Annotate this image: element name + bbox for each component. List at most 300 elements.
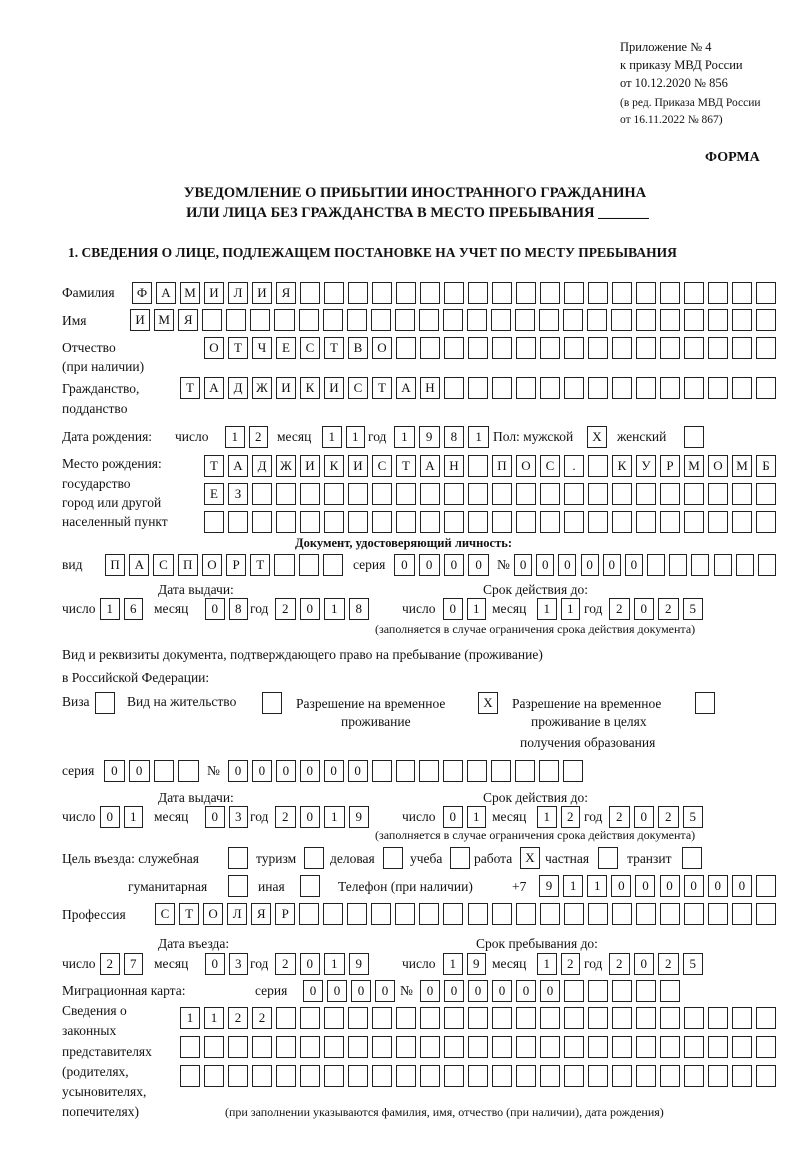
char-box[interactable]: И [204,282,224,304]
char-box[interactable]: 0 [205,598,225,620]
char-box[interactable]: 0 [228,760,248,782]
char-box[interactable] [684,282,704,304]
char-box[interactable] [372,1065,392,1087]
char-box[interactable] [468,377,488,399]
char-box[interactable]: И [252,282,272,304]
char-box[interactable] [492,1065,512,1087]
char-box[interactable]: 0 [375,980,395,1002]
char-box[interactable] [636,309,656,331]
char-box[interactable]: 0 [300,953,321,975]
char-box[interactable] [540,511,560,533]
char-box[interactable]: 0 [611,875,631,897]
char-box[interactable] [420,1036,440,1058]
char-box[interactable] [515,760,535,782]
char-box[interactable] [492,377,512,399]
char-box[interactable]: В [348,337,368,359]
char-box[interactable]: 8 [444,426,465,448]
char-box[interactable] [708,1036,728,1058]
char-box[interactable] [669,554,687,576]
char-box[interactable] [516,1065,536,1087]
char-box[interactable] [372,1007,392,1029]
char-box[interactable] [420,282,440,304]
char-box[interactable]: . [564,455,584,477]
char-box[interactable] [262,692,282,714]
char-box[interactable]: 0 [324,760,344,782]
char-box[interactable] [491,760,511,782]
char-box[interactable] [154,760,175,782]
char-box[interactable] [515,309,535,331]
char-box[interactable] [758,554,776,576]
char-box[interactable] [684,377,704,399]
char-box[interactable] [468,483,488,505]
char-box[interactable] [636,1036,656,1058]
char-box[interactable] [443,903,463,925]
char-box[interactable] [348,1065,368,1087]
char-box[interactable]: 2 [275,598,296,620]
char-box[interactable]: 9 [349,953,370,975]
char-box[interactable]: П [492,455,512,477]
char-box[interactable] [492,903,512,925]
char-box[interactable] [444,1065,464,1087]
char-box[interactable] [468,282,488,304]
char-box[interactable] [708,377,728,399]
char-box[interactable]: Т [324,337,344,359]
char-box[interactable] [660,309,680,331]
char-box[interactable] [420,483,440,505]
char-box[interactable]: И [130,309,150,331]
char-box[interactable] [588,511,608,533]
char-box[interactable]: 0 [300,598,321,620]
char-box[interactable] [588,483,608,505]
char-box[interactable] [372,483,392,505]
char-box[interactable]: 0 [444,980,464,1002]
char-box[interactable]: С [153,554,173,576]
char-box[interactable]: 0 [419,554,440,576]
char-box[interactable]: Д [252,455,272,477]
char-box[interactable] [228,1036,248,1058]
char-box[interactable]: С [155,903,175,925]
char-box[interactable] [588,980,608,1002]
char-box[interactable] [636,1007,656,1029]
char-box[interactable] [228,1065,248,1087]
char-box[interactable] [348,483,368,505]
char-box[interactable]: К [324,455,344,477]
char-box[interactable]: 2 [252,1007,272,1029]
char-box[interactable]: С [540,455,560,477]
char-box[interactable]: М [732,455,752,477]
char-box[interactable]: 0 [634,598,655,620]
char-box[interactable] [450,847,470,869]
char-box[interactable]: Н [444,455,464,477]
char-box[interactable] [736,554,754,576]
char-box[interactable] [708,483,728,505]
char-box[interactable]: 0 [129,760,150,782]
char-box[interactable] [204,1065,224,1087]
char-box[interactable] [228,847,248,869]
char-box[interactable]: 0 [303,980,323,1002]
char-box[interactable] [598,847,618,869]
char-box[interactable] [564,282,584,304]
char-box[interactable]: 2 [609,598,630,620]
char-box[interactable] [443,760,463,782]
char-box[interactable]: 6 [124,598,144,620]
char-box[interactable]: С [372,455,392,477]
char-box[interactable] [252,1065,272,1087]
char-box[interactable] [564,511,584,533]
char-box[interactable]: 0 [443,598,463,620]
char-box[interactable]: 7 [124,953,144,975]
char-box[interactable]: Ж [252,377,272,399]
char-box[interactable]: 2 [658,806,679,828]
char-box[interactable]: 0 [660,875,680,897]
char-box[interactable]: Т [204,455,224,477]
char-box[interactable]: 0 [205,953,225,975]
char-box[interactable]: П [178,554,198,576]
char-box[interactable] [611,309,631,331]
char-box[interactable]: 1 [124,806,144,828]
char-box[interactable]: X [478,692,498,714]
char-box[interactable] [612,1065,632,1087]
char-box[interactable] [468,1065,488,1087]
char-box[interactable] [636,903,656,925]
char-box[interactable]: 1 [324,953,345,975]
char-box[interactable] [612,377,632,399]
char-box[interactable] [250,309,270,331]
char-box[interactable] [540,483,560,505]
char-box[interactable] [300,511,320,533]
char-box[interactable]: 0 [635,875,655,897]
char-box[interactable] [660,337,680,359]
char-box[interactable]: Я [276,282,296,304]
char-box[interactable] [492,1036,512,1058]
char-box[interactable]: 0 [708,875,728,897]
char-box[interactable] [588,903,608,925]
char-box[interactable] [682,847,702,869]
char-box[interactable] [228,875,248,897]
char-box[interactable] [468,1007,488,1029]
char-box[interactable] [540,1036,560,1058]
char-box[interactable] [684,903,704,925]
char-box[interactable] [372,282,392,304]
char-box[interactable] [276,511,296,533]
char-box[interactable] [348,282,368,304]
char-box[interactable] [348,1007,368,1029]
char-box[interactable] [540,903,560,925]
char-box[interactable]: 9 [419,426,440,448]
char-box[interactable] [756,1036,776,1058]
char-box[interactable]: О [708,455,728,477]
char-box[interactable]: 2 [228,1007,248,1029]
char-box[interactable] [348,511,368,533]
char-box[interactable] [756,377,776,399]
char-box[interactable]: А [156,282,176,304]
char-box[interactable] [756,875,776,897]
char-box[interactable] [684,337,704,359]
char-box[interactable]: Б [756,455,776,477]
char-box[interactable]: 0 [468,980,488,1002]
char-box[interactable] [274,554,294,576]
char-box[interactable]: 8 [229,598,249,620]
char-box[interactable] [420,1065,440,1087]
char-box[interactable]: И [324,377,344,399]
char-box[interactable] [684,309,704,331]
char-box[interactable] [396,1007,416,1029]
char-box[interactable] [420,1007,440,1029]
char-box[interactable] [202,309,222,331]
char-box[interactable]: Ж [276,455,296,477]
char-box[interactable] [540,337,560,359]
char-box[interactable] [695,692,715,714]
char-box[interactable] [660,903,680,925]
char-box[interactable] [756,309,776,331]
char-box[interactable] [492,1007,512,1029]
char-box[interactable]: 1 [468,426,489,448]
char-box[interactable] [732,337,752,359]
char-box[interactable]: 1 [322,426,342,448]
char-box[interactable] [563,760,583,782]
char-box[interactable] [516,377,536,399]
char-box[interactable] [660,1036,680,1058]
char-box[interactable]: 5 [683,598,704,620]
char-box[interactable]: X [520,847,540,869]
char-box[interactable] [636,282,656,304]
char-box[interactable] [396,483,416,505]
char-box[interactable]: 9 [349,806,370,828]
char-box[interactable] [660,980,680,1002]
char-box[interactable]: А [204,377,224,399]
char-box[interactable]: 8 [349,598,370,620]
char-box[interactable]: А [396,377,416,399]
char-box[interactable] [420,511,440,533]
char-box[interactable] [691,554,709,576]
char-box[interactable]: Т [372,377,392,399]
char-box[interactable] [564,1036,584,1058]
char-box[interactable]: 0 [603,554,621,576]
char-box[interactable] [714,554,732,576]
char-box[interactable] [299,554,319,576]
char-box[interactable] [660,511,680,533]
char-box[interactable]: 1 [346,426,366,448]
char-box[interactable] [660,377,680,399]
char-box[interactable]: 1 [561,598,581,620]
char-box[interactable]: С [300,337,320,359]
char-box[interactable]: Т [228,337,248,359]
char-box[interactable] [226,309,246,331]
char-box[interactable] [304,847,324,869]
char-box[interactable]: О [516,455,536,477]
char-box[interactable] [636,337,656,359]
char-box[interactable] [300,1065,320,1087]
char-box[interactable]: Т [179,903,199,925]
char-box[interactable] [756,903,776,925]
char-box[interactable]: О [372,337,392,359]
char-box[interactable] [612,282,632,304]
char-box[interactable] [372,760,392,782]
char-box[interactable] [732,1036,752,1058]
char-box[interactable] [756,483,776,505]
char-box[interactable] [396,337,416,359]
char-box[interactable] [732,903,752,925]
char-box[interactable] [684,426,704,448]
char-box[interactable] [540,1007,560,1029]
char-box[interactable] [684,1007,704,1029]
char-box[interactable] [684,1065,704,1087]
char-box[interactable] [323,903,343,925]
char-box[interactable]: 0 [581,554,599,576]
char-box[interactable] [516,1036,536,1058]
char-box[interactable] [516,282,536,304]
char-box[interactable] [371,903,391,925]
char-box[interactable] [708,1065,728,1087]
char-box[interactable] [95,692,115,714]
char-box[interactable] [540,1065,560,1087]
char-box[interactable]: 0 [420,980,440,1002]
char-box[interactable] [180,1065,200,1087]
char-box[interactable]: 2 [561,806,581,828]
char-box[interactable] [324,1007,344,1029]
char-box[interactable] [660,1007,680,1029]
char-box[interactable] [708,337,728,359]
char-box[interactable]: 5 [683,953,704,975]
char-box[interactable] [492,483,512,505]
char-box[interactable] [636,483,656,505]
char-box[interactable]: 5 [683,806,704,828]
char-box[interactable]: Ч [252,337,272,359]
char-box[interactable]: Я [251,903,271,925]
char-box[interactable]: 2 [658,953,679,975]
char-box[interactable] [612,1036,632,1058]
char-box[interactable] [468,455,488,477]
char-box[interactable] [444,1036,464,1058]
char-box[interactable] [276,483,296,505]
char-box[interactable] [372,511,392,533]
char-box[interactable] [564,483,584,505]
char-box[interactable]: З [228,483,248,505]
char-box[interactable]: 0 [205,806,225,828]
char-box[interactable] [444,337,464,359]
char-box[interactable]: О [202,554,222,576]
char-box[interactable] [252,511,272,533]
char-box[interactable]: 2 [658,598,679,620]
char-box[interactable] [612,483,632,505]
char-box[interactable] [516,337,536,359]
char-box[interactable] [419,760,439,782]
char-box[interactable] [467,309,487,331]
char-box[interactable]: X [587,426,607,448]
char-box[interactable]: 0 [394,554,415,576]
char-box[interactable] [492,282,512,304]
char-box[interactable] [443,309,463,331]
char-box[interactable] [178,760,199,782]
char-box[interactable]: 1 [537,953,557,975]
char-box[interactable] [516,1007,536,1029]
char-box[interactable] [468,903,488,925]
char-box[interactable] [324,1036,344,1058]
char-box[interactable] [419,309,439,331]
char-box[interactable] [588,455,608,477]
char-box[interactable] [299,903,319,925]
char-box[interactable] [300,282,320,304]
char-box[interactable] [419,903,439,925]
char-box[interactable] [708,1007,728,1029]
char-box[interactable] [492,337,512,359]
char-box[interactable] [756,337,776,359]
char-box[interactable] [324,483,344,505]
char-box[interactable] [300,483,320,505]
char-box[interactable]: П [105,554,125,576]
char-box[interactable] [588,1036,608,1058]
char-box[interactable] [276,1007,296,1029]
char-box[interactable]: А [420,455,440,477]
char-box[interactable] [540,282,560,304]
char-box[interactable] [684,511,704,533]
char-box[interactable] [732,1007,752,1029]
char-box[interactable] [660,483,680,505]
char-box[interactable]: 1 [100,598,120,620]
char-box[interactable] [300,1036,320,1058]
char-box[interactable] [564,980,584,1002]
char-box[interactable] [612,511,632,533]
char-box[interactable]: 1 [324,806,345,828]
char-box[interactable] [660,282,680,304]
char-box[interactable]: 0 [348,760,368,782]
char-box[interactable]: Д [228,377,248,399]
char-box[interactable] [347,903,367,925]
char-box[interactable]: 3 [229,953,249,975]
char-box[interactable] [612,980,632,1002]
char-box[interactable]: 0 [516,980,536,1002]
char-box[interactable] [492,511,512,533]
char-box[interactable] [684,1036,704,1058]
char-box[interactable] [563,309,583,331]
char-box[interactable]: Т [250,554,270,576]
char-box[interactable] [300,875,320,897]
char-box[interactable] [324,1065,344,1087]
char-box[interactable] [636,1065,656,1087]
char-box[interactable] [180,1036,200,1058]
char-box[interactable] [491,309,511,331]
char-box[interactable] [588,1007,608,1029]
char-box[interactable]: 1 [563,875,583,897]
char-box[interactable] [564,377,584,399]
char-box[interactable] [516,511,536,533]
char-box[interactable]: Р [275,903,295,925]
char-box[interactable] [636,511,656,533]
char-box[interactable] [324,282,344,304]
char-box[interactable]: Е [276,337,296,359]
char-box[interactable]: 2 [100,953,120,975]
char-box[interactable]: 9 [539,875,559,897]
char-box[interactable] [444,377,464,399]
char-box[interactable] [468,337,488,359]
char-box[interactable] [383,847,403,869]
char-box[interactable] [732,483,752,505]
char-box[interactable] [588,1065,608,1087]
char-box[interactable]: 0 [327,980,347,1002]
char-box[interactable]: С [348,377,368,399]
char-box[interactable] [420,337,440,359]
char-box[interactable] [252,1036,272,1058]
char-box[interactable]: М [180,282,200,304]
char-box[interactable]: 2 [609,953,630,975]
char-box[interactable] [564,1007,584,1029]
char-box[interactable] [468,511,488,533]
char-box[interactable] [612,337,632,359]
char-box[interactable] [299,309,319,331]
char-box[interactable]: 2 [561,953,581,975]
char-box[interactable] [588,282,608,304]
char-box[interactable] [444,483,464,505]
